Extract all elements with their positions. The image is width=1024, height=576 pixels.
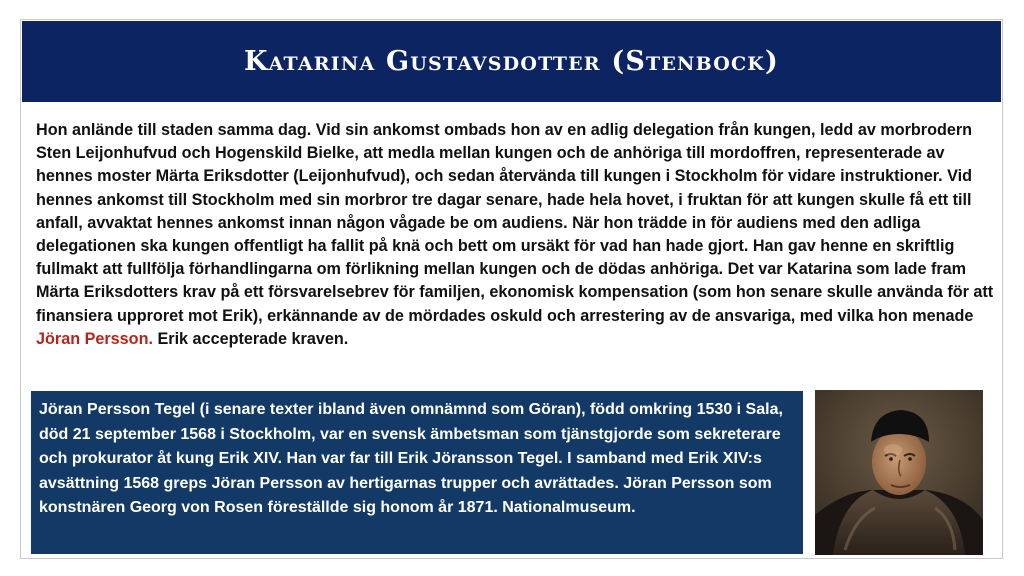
slide (20, 19, 1003, 559)
highlighted-name: Jöran Persson. (36, 329, 153, 348)
portrait-painting-icon (815, 390, 983, 555)
title-bar (22, 21, 1001, 102)
main-text-part-1: Hon anlände till staden samma dag. Vid sin ankomst ombads hon av en adlig delegation från kungen, ledd av morbrodern Sten Leijonhufvud och Hogenskild Bielke, att medla mellan kungen och de anhöriga till mordoffren, representerade av hennes moster Märta Eriksdotter (Leijonhufvud), och sedan återvända till kungen i Stockholm för vidare instruktioner. Vid hennes ankomst till Stockholm med sin morbror tre dagar senare, hade hela hovet, i fruktan för att kungen skulle få ett till anfall, avvaktat hennes ankomst innan någon vågade be om audiens. När hon trädde in för audiens med den adliga delegationen ska kungen offentligt ha fallit på knä och bett om ursäkt för vad han hade gjort. Han gav henne en skriftlig fullmakt att fullfölja förhandlingarna om förlikning mellan kungen och de dödas anhöriga. Det var Katarina som lade fram Märta Eriksdotters krav på ett försvarelsebrev för familjen, ekonomisk kompensation (som hon senare skulle använda för att finansiera upproret mot Erik), erkännande av de mördades oskuld och arrestering av de ansvariga, med vilka hon menade (36, 121, 994, 325)
main-text (36, 119, 1002, 351)
slide-title: Katarina Gustavsdotter (Stenbock) (243, 46, 779, 77)
caption-text: Jöran Persson Tegel (i senare texter ibland även omnämnd som Göran), född omkring 1530 i Sala, död 21 september 1568 i Stockholm, var en svensk ämbetsman som tjänstgjorde som sekreterare och prokurator åt kung Erik XIV. Han var far till Erik Jöransson Tegel. I samband med Erik XIV:s avsättning 1568 greps Jöran Persson av hertigarnas trupper och avrättades. Jöran Persson som konstnären Georg von Rosen föreställde sig honom år 1871. Nationalmuseum. (39, 401, 783, 517)
main-text-part-2: Erik accepterade kraven. (152, 329, 349, 348)
caption-box (31, 391, 803, 554)
